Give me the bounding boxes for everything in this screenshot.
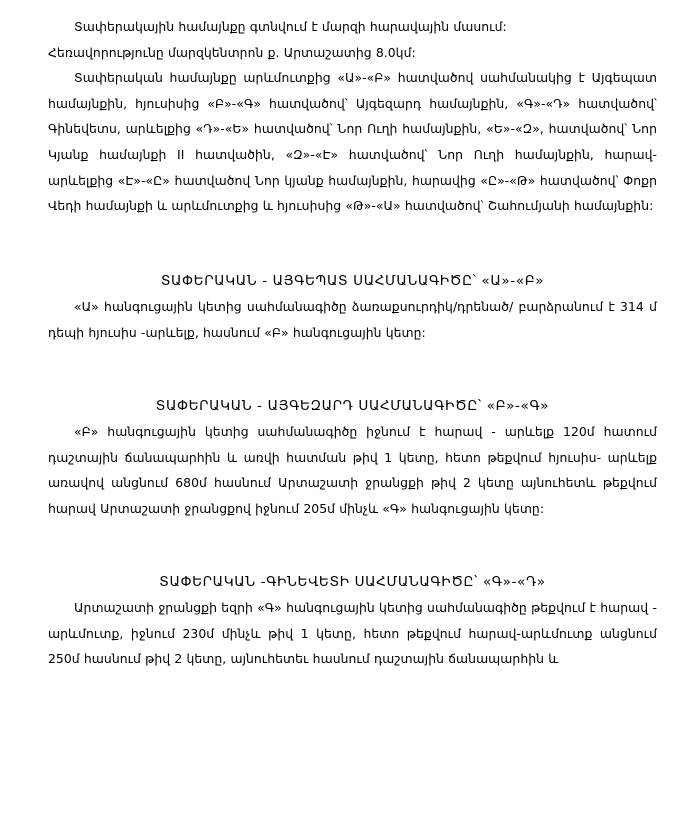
section-body-3: Արտաշատի ջրանցքի եզրի «Գ» հանգուցային կետից սահմանագիծը թեքվում է հարավ - արևմուտք, իջնում 230մ մինչև թիվ 1 կետը, հետո թեքվում հարավ-արևմուտք անցնում 250մ հասնում թիվ 2 կետը, այնուհետեւ հասնում դաշտային ճանապարհին և xyxy=(48,600,657,667)
paragraph-intro-location: Տափերակային համայնքը գտնվում է մարզի հարավային մասում: xyxy=(74,19,507,34)
section-heading-1: ՏԱՓԵՐԱԿԱՆ - ԱՅԳԵՊԱՏ ՍԱՀՄԱՆԱԳԻԾԸ՝ «Ա»-«Բ» xyxy=(160,272,545,289)
section-body-2: «Բ» հանգուցային կետից սահմանագիծը իջնում է հարավ - արևելք 120մ հատում դաշտային ճանապարհին և առվի հատման թիվ 1 կետը, հետո թեքվում հյուսիս- արևելք առավով անցնում 680մ հասնում Արտաշատի ջրանցքի թիվ 2 կետը այնուհետև թեքվում հարավ Արտաշատի ջրանցքով իջնում 205մ մինչև «Գ» հանգուցային կետը: xyxy=(48,424,657,516)
paragraph-distance: Հեռավորությունը մարզկենտրոն ք. Արտաշատից 8.0կմ: xyxy=(48,44,416,60)
section-heading-3: ՏԱՓԵՐԱԿԱՆ -ԳԻՆԵՎԵՏԻ ՍԱՀՄԱՆԱԳԻԾԸ՝ «Գ»-«Դ» xyxy=(159,573,546,590)
section-heading-2: ՏԱՓԵՐԱԿԱՆ - ԱՅԳԵԶԱՐԴ ՍԱՀՄԱՆԱԳԻԾԸ՝ «Բ»-«Գ» xyxy=(155,397,550,414)
paragraph-borders-overview: Տափերական համայնքը արևմուտքից «Ա»-«Բ» հատվածով սահմանակից է Այգեպատ համայնքին, հյուսիսից «Բ»-«Գ» հատվածով՝ Այգեզարդ համայնքին, «Գ»-«Դ» հատվածով՝ Գինեվետս, արևելքից «Դ»-«Ե» հատվածով՝ Նոր Ուղի համայնքին, «Ե»-«Զ», հատվածով՝ Նոր Կյանք համայնքի II հատվածին, «Զ»-«Է» հատվածով՝ Նոր Ուղի համայնքին, հարավ- արևելքից «Է»-«Ը» հատվածով Նոր կյանք համայնքին, հարավից «Ը»-«Թ» հատվածով՝ Փոքր Վեդի համայնքի և արևմուտքից և հյուսիսից «Թ»-«Ա» հատվածով՝ Շահումյանի համայնքին: xyxy=(48,70,657,214)
section-body-1: «Ա» հանգուցային կետից սահմանագիծը ձառաքսուրդիկ/դրենած/ բարձրանում է 314 մ դեպի հյուսիս -արևելք, հասնում «Բ» հանգուցային կետը: xyxy=(48,299,657,340)
